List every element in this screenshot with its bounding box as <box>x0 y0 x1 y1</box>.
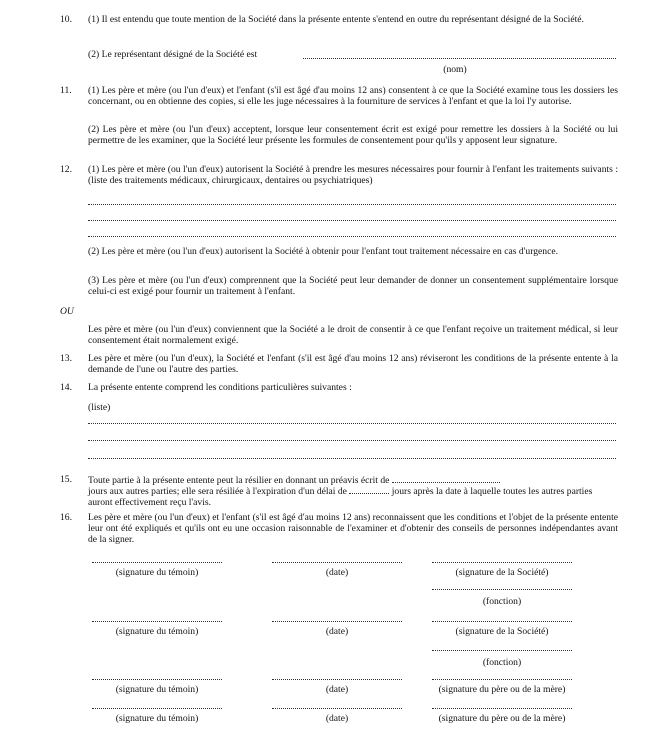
section-15-text-c: jours après la date à laquelle toutes les autres parties auront effectivement reçu l'avis. <box>88 486 593 509</box>
section-12-text-3: (3) Les père et mère (ou l'un d'eux) comprennent que la Société peut leur demander de donner un consentement supplémentaire lorsque celui-ci est exigé pour fournir un traitement à l'enfant. <box>88 275 618 298</box>
witness-caption-4: (signature du témoin) <box>115 713 199 724</box>
section-11-text-1: (1) Les père et mère (ou l'un d'eux) et l'enfant (s'il est âgé d'au moins 12 ans) consentent à ce que la Société examine tous les dossiers les concernant, ou en obtienne des copies, si elle les juge nécessaires à la fourniture de services à l'enfant et que la loi l'y autorise. <box>88 85 618 108</box>
parent-signature-line-1[interactable] <box>432 679 572 680</box>
section-10-para-1 <box>88 14 618 25</box>
society-signature-line-2[interactable] <box>432 621 572 622</box>
section-12-para-3 <box>88 275 618 297</box>
section-12-text-1: (1) Les père et mère (ou l'un d'eux) autorisent la Société à prendre les mesures nécessaires pour fournir à l'enfant les traitements suivants : (liste des traitements médicaux, chirurgicaux, dentaires ou psychiatriques) <box>88 164 618 187</box>
section-15-text-b: jours aux autres parties; elle sera résiliée à l'expiration d'un délai de <box>88 486 347 497</box>
treatment-line-3[interactable] <box>88 236 616 237</box>
section-11-para-2 <box>88 124 618 146</box>
section-12-text-4: Les père et mère (ou l'un d'eux) conviennent que la Société a le droit de consentir à ce que l'enfant reçoive un traitement médical, si leur consentement était normalement exigé. <box>88 324 618 347</box>
date-line-4[interactable] <box>272 708 402 709</box>
section-16-text: Les père et mère (ou l'un d'eux) et l'enfant (s'il est âgé d'au moins 12 ans) reconnaissent que les conditions et l'objet de la présente entente leur ont été expliqués et qu'ils ont eu une occasion raisonnable de l'examiner et d'obtenir des conseils de personnes indépendantes avant de la signer. <box>88 512 618 546</box>
notice-days-field[interactable] <box>392 474 500 483</box>
section-11-text-2: (2) Les père et mère (ou l'un d'eux) acceptent, lorsque leur consentement écrit est exigé pour remettre les dossiers à la Société ou lui permettre de les examiner, que la Société leur présente les formules de consentement pour qu'ils y apposent leur signature. <box>88 124 618 147</box>
date-line-2[interactable] <box>272 621 402 622</box>
date-caption-1: (date) <box>325 567 349 578</box>
witness-caption-3: (signature du témoin) <box>115 684 199 695</box>
section-13-text: Les père et mère (ou l'un d'eux), la Société et l'enfant (s'il est âgé d'au moins 12 ans) réviseront les conditions de la présente entente à la demande de l'une ou l'autre des parties. <box>88 353 618 376</box>
witness-signature-line-3[interactable] <box>92 679 222 680</box>
function-line-1[interactable] <box>432 589 572 590</box>
date-line-3[interactable] <box>272 679 402 680</box>
section-12-para-4 <box>88 324 618 346</box>
function-caption-2: (fonction) <box>482 657 522 668</box>
treatment-line-1[interactable] <box>88 204 616 205</box>
witness-signature-line-4[interactable] <box>92 708 222 709</box>
date-caption-3: (date) <box>325 684 349 695</box>
condition-line-3[interactable] <box>88 458 616 459</box>
society-caption-2: (signature de la Société) <box>455 626 549 637</box>
condition-line-2[interactable] <box>88 440 616 441</box>
section-12-para-1 <box>88 164 618 186</box>
witness-signature-line-2[interactable] <box>92 621 222 622</box>
section-10-para-2: (2) Le représentant désigné de la Société est <box>88 49 258 60</box>
section-14-para: La présente entente comprend les conditions particulières suivantes : <box>88 382 352 393</box>
section-15-line-2 <box>88 485 618 508</box>
section-number-11: 11. <box>60 85 72 96</box>
parent-caption-1: (signature du père ou de la mère) <box>438 684 566 695</box>
section-12-text-2: (2) Les père et mère (ou l'un d'eux) autorisent la Société à obtenir pour l'enfant tout traitement nécessaire en cas d'urgence. <box>88 246 558 257</box>
function-caption-1: (fonction) <box>482 596 522 607</box>
section-11-para-1 <box>88 85 618 107</box>
society-caption-1: (signature de la Société) <box>455 567 549 578</box>
section-number-12: 12. <box>60 164 72 175</box>
parent-signature-line-2[interactable] <box>432 708 572 709</box>
section-13-para <box>88 353 618 375</box>
section-number-16: 16. <box>60 512 72 523</box>
society-signature-line-1[interactable] <box>432 562 572 563</box>
witness-signature-line-1[interactable] <box>92 562 222 563</box>
parent-caption-2: (signature du père ou de la mère) <box>438 713 566 724</box>
witness-caption-1: (signature du témoin) <box>115 567 199 578</box>
witness-caption-2: (signature du témoin) <box>115 626 199 637</box>
date-line-1[interactable] <box>272 562 402 563</box>
ou-label: OU <box>60 306 74 317</box>
section-number-13: 13. <box>60 353 72 364</box>
date-caption-4: (date) <box>325 713 349 724</box>
section-16-para <box>88 512 618 546</box>
date-caption-2: (date) <box>325 626 349 637</box>
section-number-14: 14. <box>60 382 72 393</box>
representative-name-field[interactable] <box>303 58 616 59</box>
delay-days-field[interactable] <box>349 485 389 494</box>
section-number-15: 15. <box>60 474 72 485</box>
condition-line-1[interactable] <box>88 423 616 424</box>
nom-caption: (nom) <box>443 64 467 75</box>
section-10-text-1: (1) Il est entendu que toute mention de la Société dans la présente entente s'entend en outre du représentant désigné de la Société. <box>88 14 584 25</box>
function-line-2[interactable] <box>432 650 572 651</box>
liste-label: (liste) <box>88 402 111 413</box>
section-number-10: 10. <box>60 14 72 25</box>
section-15-text-a: Toute partie à la présente entente peut la résilier en donnant un préavis écrit de <box>88 475 390 486</box>
treatment-line-2[interactable] <box>88 220 616 221</box>
section-12-para-2 <box>88 246 618 257</box>
